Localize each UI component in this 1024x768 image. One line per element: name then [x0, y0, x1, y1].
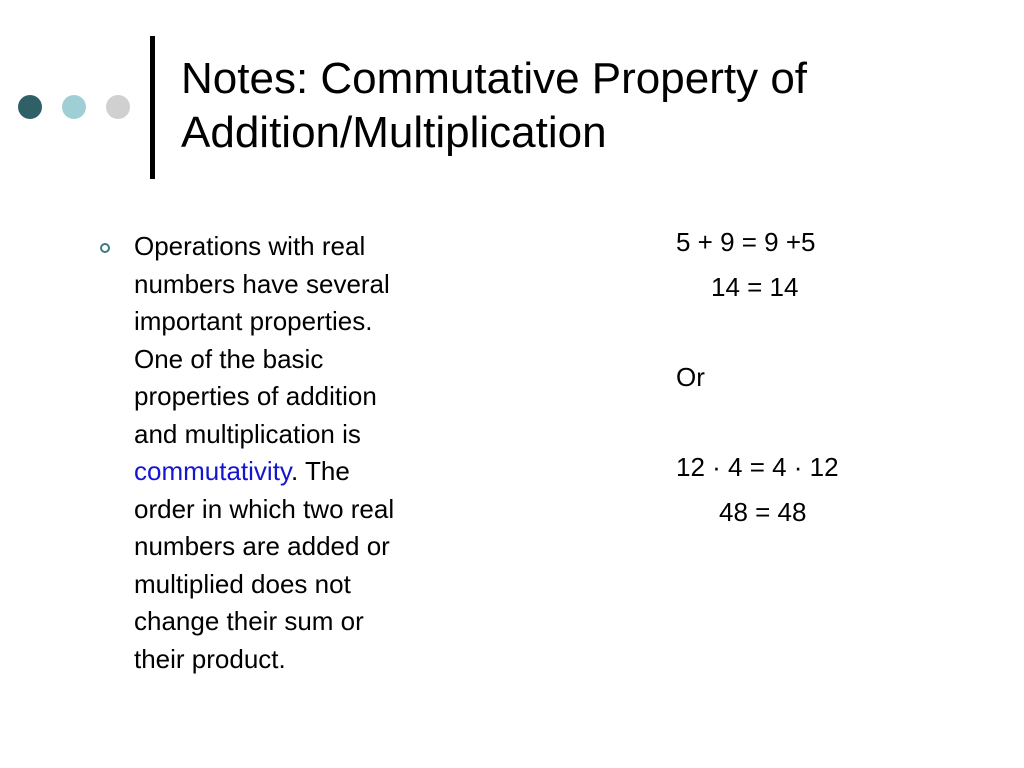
examples-block	[676, 220, 1006, 535]
addition-example: 5 + 9 = 9 +5	[676, 227, 816, 257]
body-line: change their sum or	[134, 606, 364, 636]
decorative-dot-light	[62, 95, 86, 119]
body-line-with-term	[134, 453, 520, 491]
body-line: properties of addition	[134, 381, 377, 411]
explanation-block	[100, 228, 520, 678]
spacer	[676, 400, 1006, 445]
body-line: important properties.	[134, 306, 373, 336]
body-line: and multiplication is	[134, 418, 361, 449]
body-line: One of the basic	[134, 343, 324, 374]
title-line-1: Notes: Commutative Property of	[181, 54, 808, 103]
multiplication-result: 48 = 48	[719, 497, 807, 527]
spacer	[676, 310, 1006, 355]
bullet-icon	[100, 243, 110, 253]
addition-result: 14 = 14	[711, 272, 799, 302]
body-line: multiplied does not	[134, 568, 351, 599]
or-separator: Or	[676, 362, 705, 392]
body-line: numbers are added or	[134, 531, 390, 561]
slide-title	[181, 52, 981, 160]
body-line: their product.	[134, 643, 286, 674]
body-line: Operations with real	[134, 231, 366, 261]
multiplication-example: 12 · 4 = 4 · 12	[676, 452, 839, 482]
explanation-text	[134, 228, 520, 678]
title-line-2: Addition/Multiplication	[181, 108, 607, 157]
decorative-dot-dark	[18, 95, 42, 119]
body-line: numbers have several	[134, 268, 390, 299]
body-line: order in which two real	[134, 493, 395, 524]
title-divider	[150, 36, 155, 179]
decorative-dot-gray	[106, 95, 130, 119]
body-fragment: . The	[291, 456, 350, 486]
key-term: commutativity	[134, 456, 291, 486]
